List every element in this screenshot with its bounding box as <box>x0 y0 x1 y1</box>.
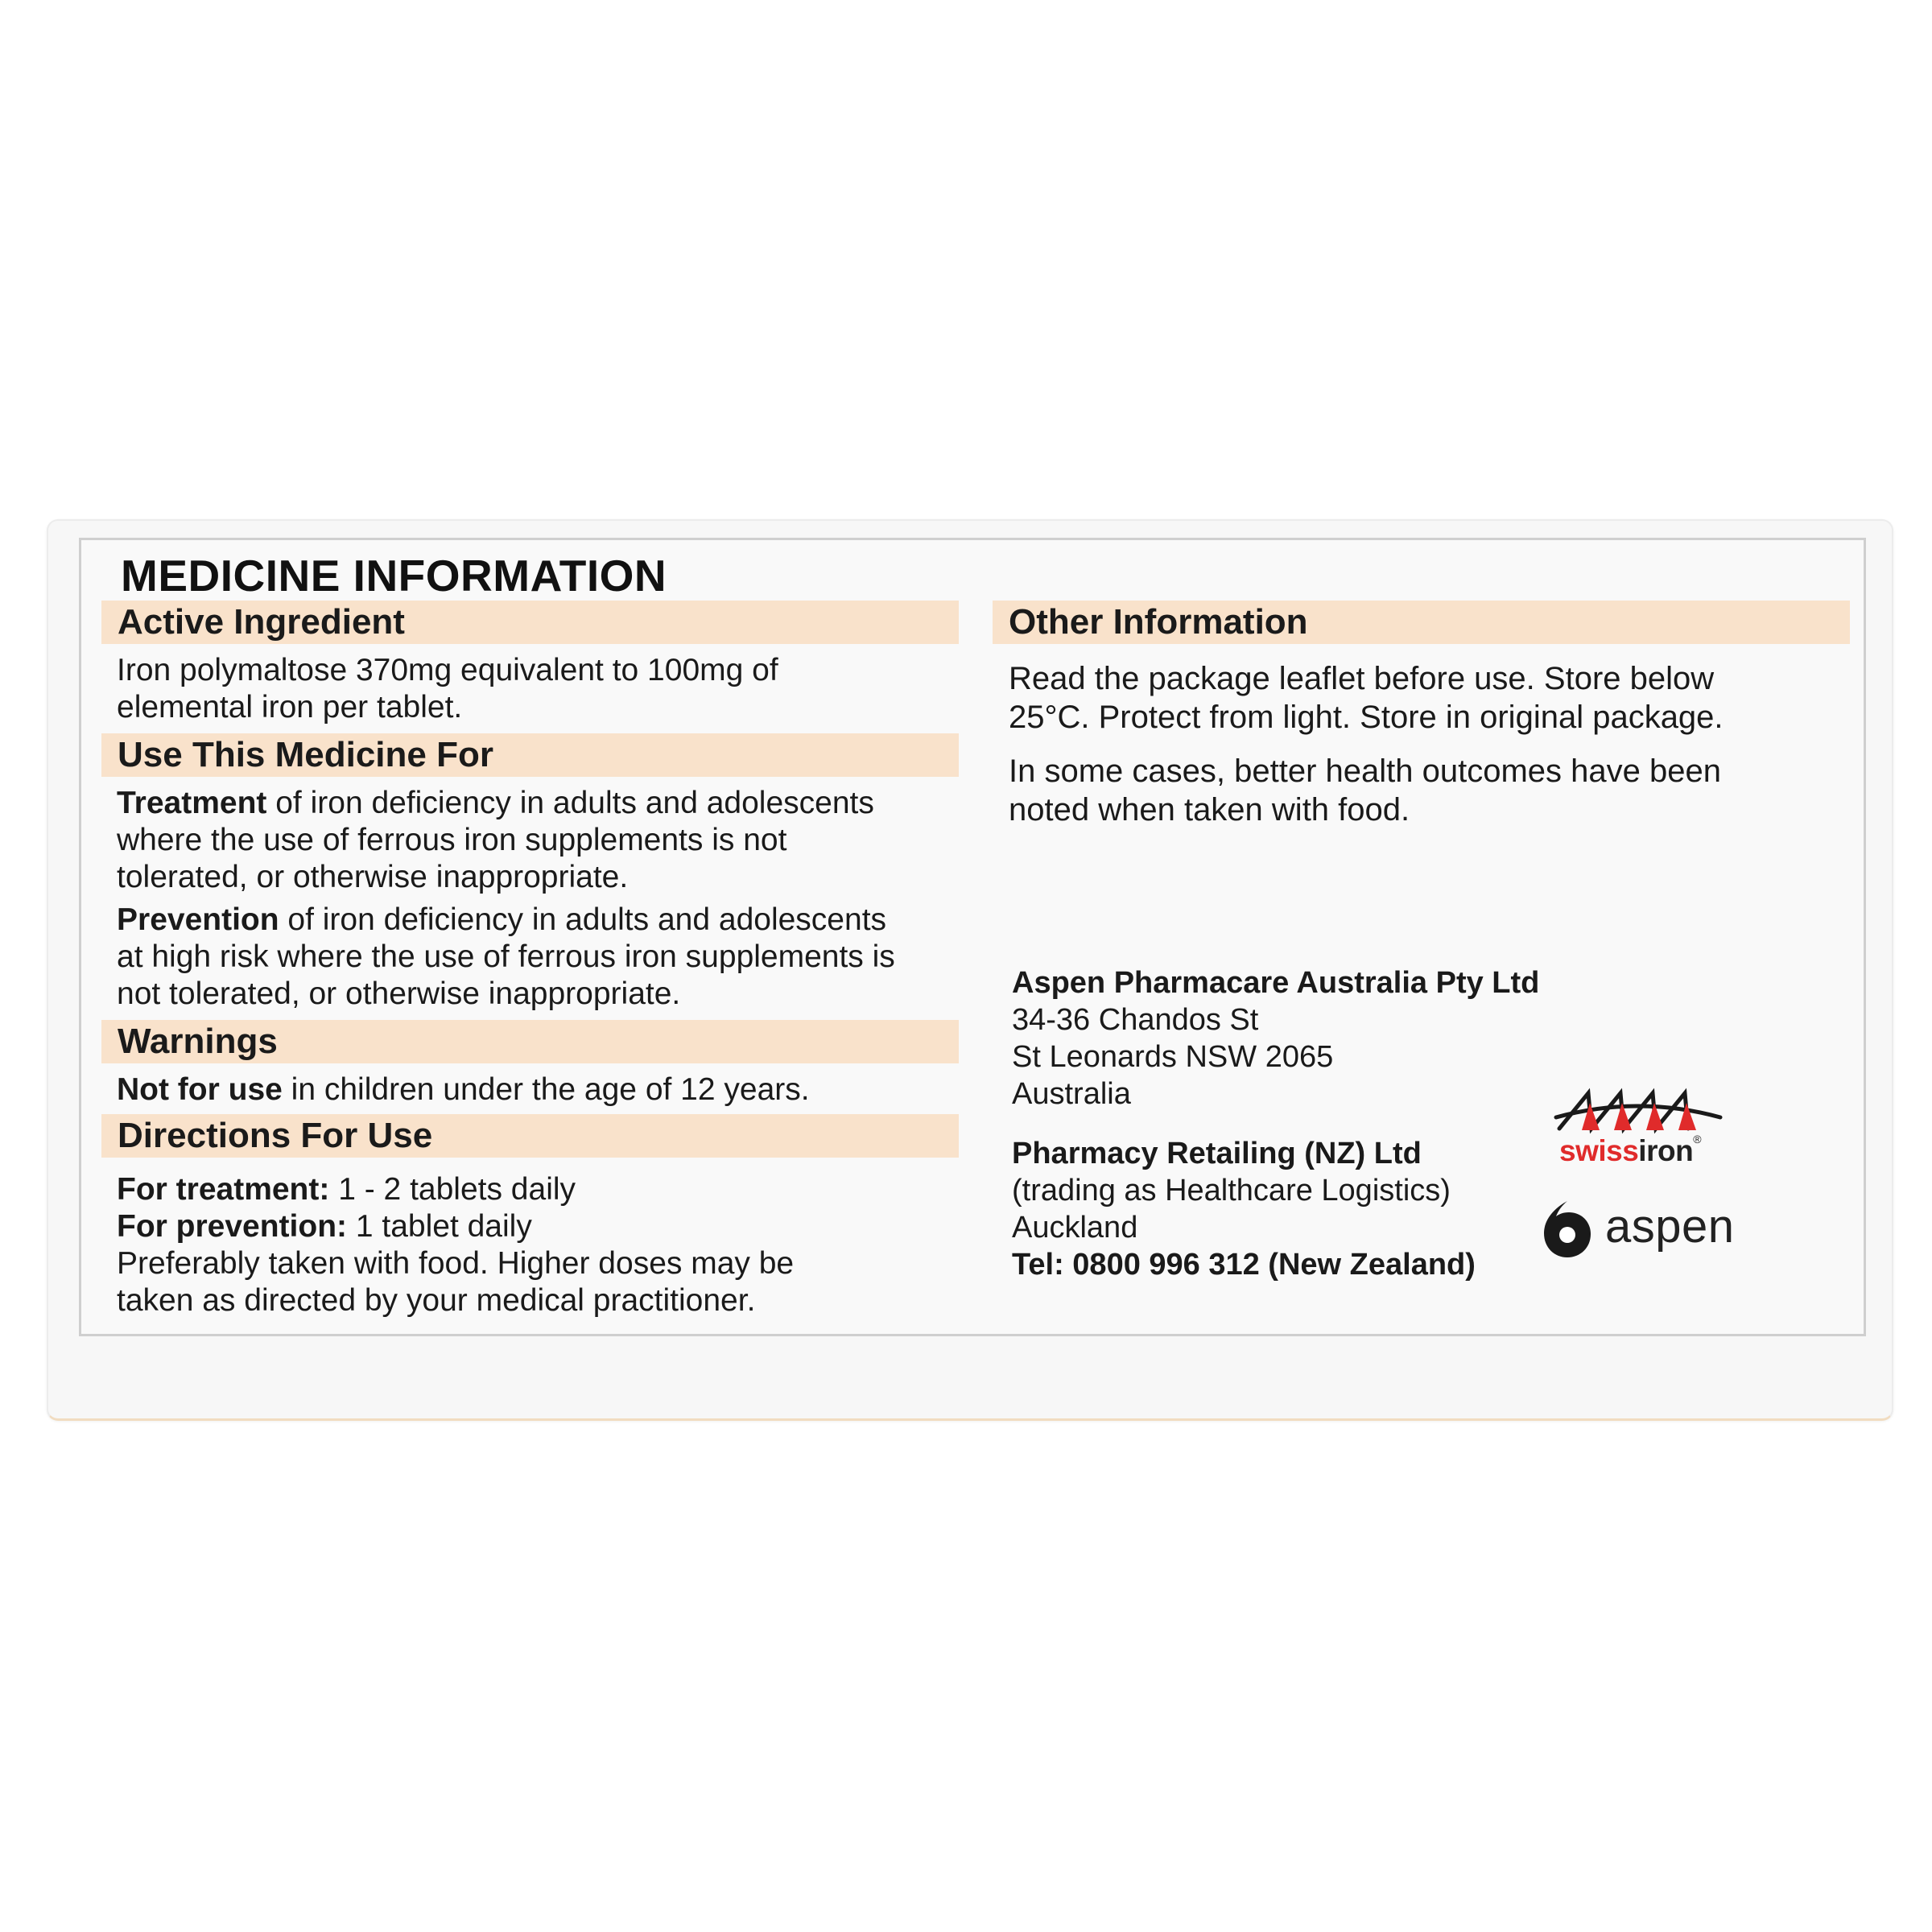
nz-company-line-1: (trading as Healthcare Logistics) <box>1012 1174 1451 1208</box>
swissiron-wordmark <box>1559 1133 1701 1168</box>
treatment-line-3: tolerated, or otherwise inappropriate. <box>117 860 629 894</box>
directions-prevention-value: 1 tablet daily <box>347 1209 532 1244</box>
treatment-line-2: where the use of ferrous iron supplements is not <box>117 823 787 857</box>
treatment-text: of iron deficiency in adults and adolescents <box>266 786 874 820</box>
heading-directions: Directions For Use <box>101 1114 959 1158</box>
active-ingredient-line-2: elemental iron per tablet. <box>117 690 463 724</box>
directions-treatment-label: For treatment: <box>117 1172 330 1207</box>
directions-line-2: taken as directed by your medical practitioner. <box>117 1283 756 1318</box>
prevention-line-1 <box>117 902 886 939</box>
directions-treatment-value: 1 - 2 tablets daily <box>329 1172 576 1207</box>
warning-detail: in children under the age of 12 years. <box>282 1072 810 1107</box>
nz-telephone: Tel: 0800 996 312 (New Zealand) <box>1012 1248 1476 1282</box>
nz-company-line-2: Auckland <box>1012 1211 1138 1245</box>
warning-text <box>117 1071 810 1108</box>
other-info-line-2: 25°C. Protect from light. Store in original package. <box>1009 700 1724 735</box>
au-address-line-1: 34-36 Chandos St <box>1012 1003 1259 1037</box>
au-address-line-3: Australia <box>1012 1077 1131 1111</box>
directions-line-1: Preferably taken with food. Higher doses may be <box>117 1246 795 1281</box>
page-title: MEDICINE INFORMATION <box>121 551 667 601</box>
active-ingredient-line-1: Iron polymaltose 370mg equivalent to 100mg of <box>117 653 778 687</box>
directions-prevention <box>117 1208 532 1245</box>
prevention-line-3: not tolerated, or otherwise inappropriate. <box>117 976 681 1011</box>
au-company-name: Aspen Pharmacare Australia Pty Ltd <box>1012 966 1540 1000</box>
other-info-line-1: Read the package leaflet before use. Store below <box>1009 661 1715 696</box>
other-info-line-3: In some cases, better health outcomes have been <box>1009 753 1721 789</box>
aspen-wordmark: aspen <box>1605 1200 1735 1253</box>
au-address-line-2: St Leonards NSW 2065 <box>1012 1040 1334 1074</box>
other-info-line-4: noted when taken with food. <box>1009 792 1410 828</box>
heading-use-for: Use This Medicine For <box>101 733 959 777</box>
directions-prevention-label: For prevention: <box>117 1209 348 1244</box>
treatment-label: Treatment <box>117 786 267 820</box>
treatment-line-1 <box>117 785 874 822</box>
aspen-logo-icon <box>1539 1199 1596 1259</box>
prevention-text: of iron deficiency in adults and adolescents <box>279 902 887 937</box>
heading-other-information: Other Information <box>993 601 1850 644</box>
registered-mark: ® <box>1693 1133 1702 1146</box>
heading-warnings: Warnings <box>101 1020 959 1063</box>
prevention-line-2: at high risk where the use of ferrous iron supplements is <box>117 939 895 974</box>
heading-active-ingredient: Active Ingredient <box>101 601 959 644</box>
swissiron-red-text: swiss <box>1559 1134 1639 1167</box>
warning-label: Not for use <box>117 1072 283 1107</box>
swissiron-dark-text: iron <box>1638 1134 1694 1167</box>
prevention-label: Prevention <box>117 902 279 937</box>
nz-company-name: Pharmacy Retailing (NZ) Ltd <box>1012 1137 1422 1170</box>
directions-treatment <box>117 1171 576 1208</box>
